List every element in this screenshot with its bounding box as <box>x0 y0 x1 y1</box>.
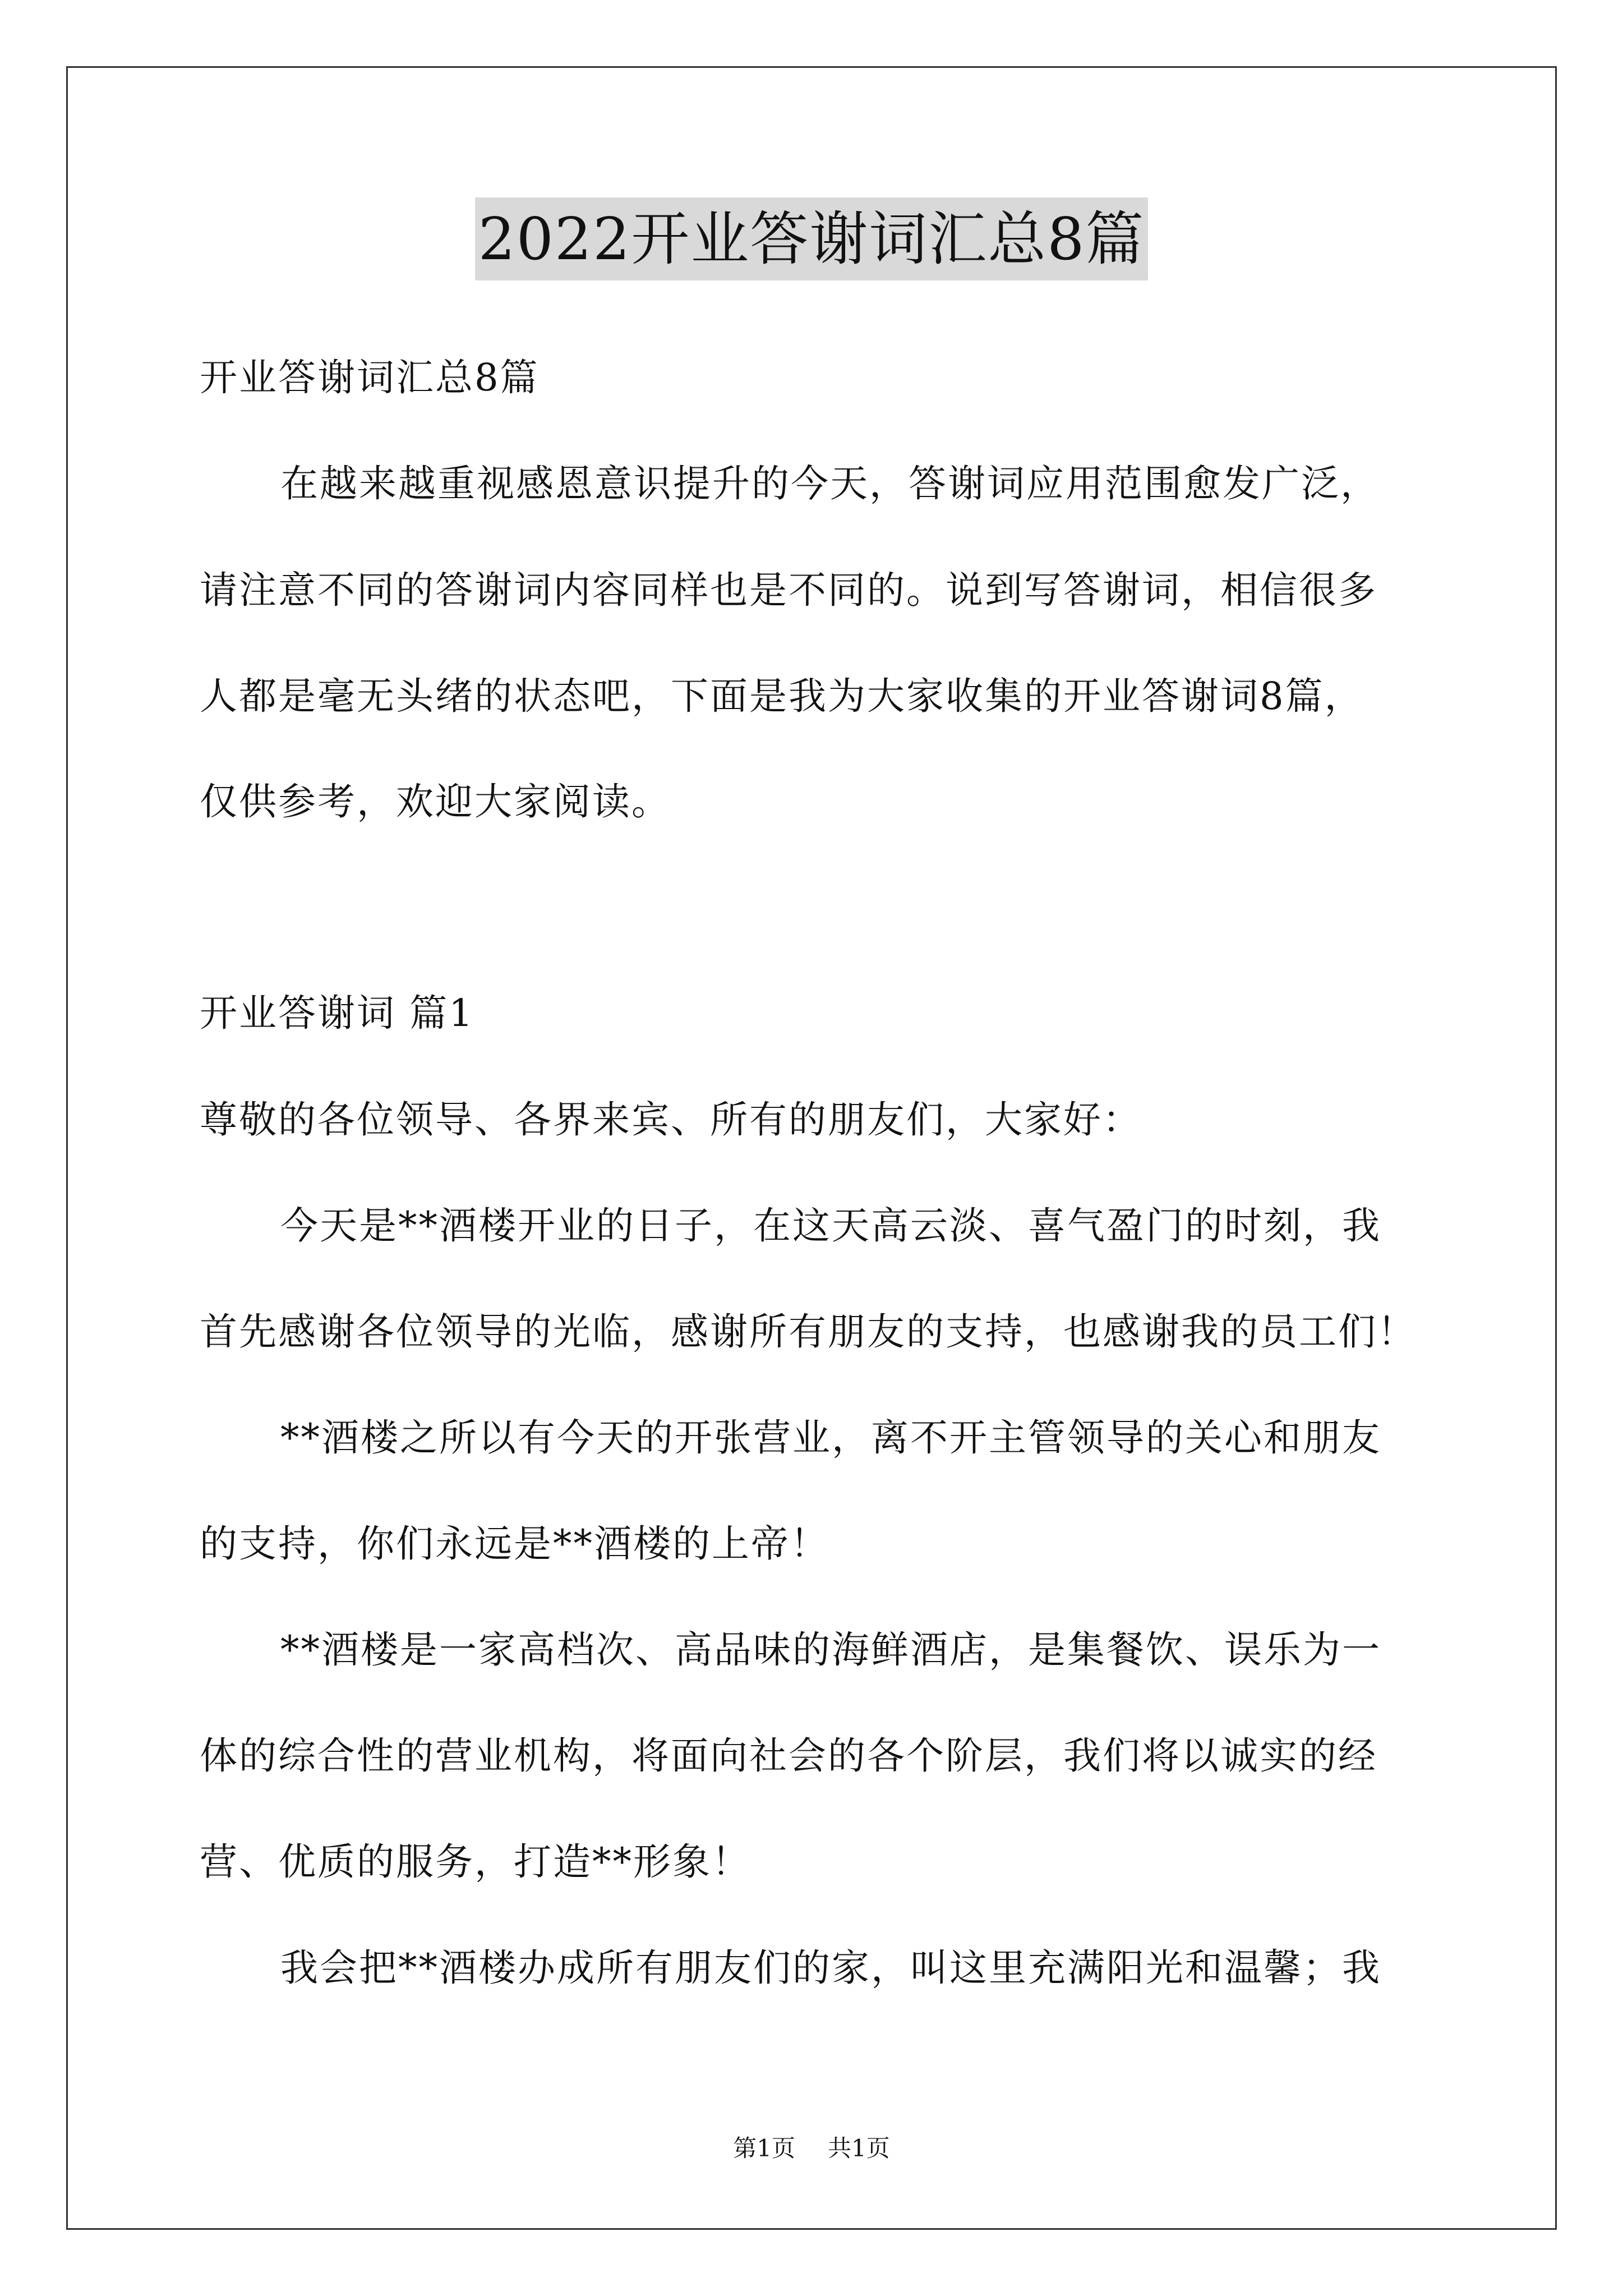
page-total: 共1页 <box>828 2134 890 2162</box>
paragraph-line: **酒楼之所以有今天的开张营业，离不开主管领导的关心和朋友 <box>280 1416 1381 1460</box>
paragraph-line: 营、优质的服务，打造**形象！ <box>200 1840 751 1884</box>
paragraph-line: 请注意不同的答谢词内容同样也是不同的。说到写答谢词，相信很多 <box>200 568 1377 612</box>
paragraph-line: 的支持，你们永远是**酒楼的上帝！ <box>200 1522 829 1566</box>
page-footer <box>0 2132 1623 2165</box>
paragraph-line: 我会把**酒楼办成所有朋友们的家，叫这里充满阳光和温馨；我 <box>280 1946 1381 1990</box>
paragraph-line: 今天是**酒楼开业的日子，在这天高云淡、喜气盈门的时刻，我 <box>280 1204 1381 1248</box>
greeting-line: 尊敬的各位领导、各界来宾、所有的朋友们，大家好： <box>200 1098 1142 1142</box>
paragraph-line: 在越来越重视感恩意识提升的今天，答谢词应用范围愈发广泛， <box>280 462 1380 505</box>
paragraph-line: 人都是毫无头绪的状态吧，下面是我为大家收集的开业答谢词8篇， <box>200 674 1364 718</box>
paragraph-line: 体的综合性的营业机构，将面向社会的各个阶层，我们将以诚实的经 <box>200 1734 1377 1778</box>
document-title: 2022开业答谢词汇总8篇 <box>475 197 1149 280</box>
title-wrap <box>0 197 1623 280</box>
paragraph-line: 首先感谢各位领导的光临，感谢所有朋友的支持，也感谢我的员工们！ <box>200 1310 1417 1354</box>
page-number: 第1页 <box>733 2134 795 2162</box>
paragraph-line: 仅供参考，欢迎大家阅读。 <box>200 780 671 823</box>
paragraph-line: **酒楼是一家高档次、高品味的海鲜酒店，是集餐饮、误乐为一 <box>280 1628 1381 1672</box>
section-heading: 开业答谢词 篇1 <box>200 991 474 1035</box>
subtitle-line: 开业答谢词汇总8篇 <box>200 356 540 399</box>
